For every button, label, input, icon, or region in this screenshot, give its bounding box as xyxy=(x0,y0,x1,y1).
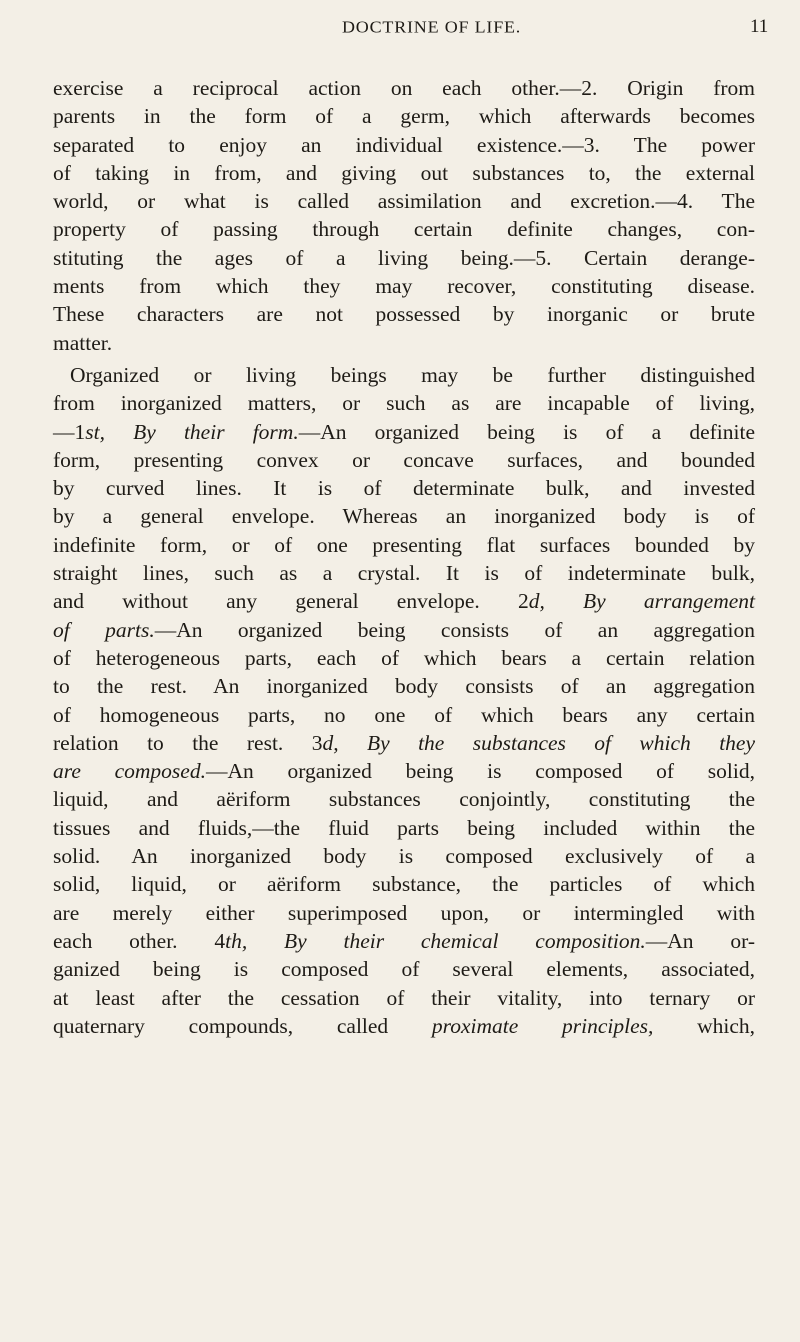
text-line xyxy=(53,927,755,955)
running-head xyxy=(0,12,800,42)
text-line: Organized or living beings may be further distinguished xyxy=(70,362,755,387)
section-heading-composed: are composed. xyxy=(53,759,206,784)
text-line: indefinite form, or of one presenting flat surfaces bounded by xyxy=(53,532,755,557)
text-run: quaternary compounds, called xyxy=(53,1013,432,1038)
text-run: —An organized being is composed of solid, xyxy=(205,759,755,784)
text-run: which, xyxy=(653,1013,756,1038)
paragraph-1 xyxy=(53,74,755,357)
text-line: exercise a reciprocal action on each other.—2. Origin from xyxy=(53,76,755,100)
text-line xyxy=(53,1012,755,1040)
text-line: of taking in from, and giving out substances to, the external xyxy=(53,160,755,185)
text-line: stituting the ages of a living being.—5. Certain derange- xyxy=(53,245,755,270)
text-line: parents in the form of a germ, which afterwards becomes xyxy=(53,104,755,129)
text-line: by a general envelope. Whereas an inorganized body is of xyxy=(53,504,755,529)
text-line xyxy=(53,587,755,615)
text-line: tissues and fluids,—the fluid parts being included within the xyxy=(53,815,755,840)
text-line: solid, liquid, or aëriform substance, the particles of which xyxy=(53,872,755,897)
text-line: matter. xyxy=(53,330,113,355)
text-line: liquid, and aëriform substances conjointly, constituting the xyxy=(53,787,755,812)
text-line: from inorganized matters, or such as are incapable of living, xyxy=(53,391,755,416)
text-line: at least after the cessation of their vitality, into ternary or xyxy=(53,985,755,1010)
term-proximate-principles: proximate principles, xyxy=(431,1013,654,1038)
body-text xyxy=(53,74,755,1040)
text-line: solid. An inorganized body is composed exclusively of a xyxy=(53,844,755,869)
section-heading-parts: of parts. xyxy=(53,617,155,642)
text-run: each other. 4 xyxy=(53,928,226,953)
text-line: straight lines, such as a crystal. It is of indeterminate bulk, xyxy=(53,561,755,586)
section-heading-arrangement: d, By arrangement xyxy=(528,589,755,614)
section-heading-by-form: , By their form. xyxy=(99,419,299,444)
text-line: ments from which they may recover, constituting disease. xyxy=(53,274,755,299)
text-line xyxy=(53,616,755,644)
text-line: ganized being is composed of several elements, associated, xyxy=(53,957,755,982)
text-line: separated to enjoy an individual existence.—3. The power xyxy=(53,132,755,157)
text-run: and without any general envelope. 2 xyxy=(53,589,529,614)
text-run: relation to the rest. 3 xyxy=(53,730,323,755)
text-line: form, presenting convex or concave surfaces, and bounded xyxy=(53,447,755,472)
text-line xyxy=(53,757,755,785)
page-number: 11 xyxy=(750,16,769,37)
text-line xyxy=(53,418,755,446)
text-run: —An organized being consists of an aggregation xyxy=(154,617,755,642)
section-heading-chemical: th, By their chemical composition. xyxy=(225,928,646,953)
text-line: of heterogeneous parts, each of which bears a certain relation xyxy=(53,645,755,670)
text-run: —An or- xyxy=(645,928,755,953)
text-line: property of passing through certain definite changes, con- xyxy=(53,217,755,242)
text-line: of homogeneous parts, no one of which bears any certain xyxy=(53,702,755,727)
text-line: are merely either superimposed upon, or intermingled with xyxy=(53,900,755,925)
text-line xyxy=(53,729,755,757)
text-line: by curved lines. It is of determinate bulk, and invested xyxy=(53,476,755,501)
text-run: —1 xyxy=(53,419,86,444)
running-head-title: DOCTRINE OF LIFE. xyxy=(342,18,522,37)
text-line: to the rest. An inorganized body consists of an aggregation xyxy=(53,674,755,699)
section-heading-substances: d, By the substances of which they xyxy=(322,730,755,755)
ordinal-suffix: st xyxy=(85,419,100,444)
text-line: world, or what is called assimilation and excretion.—4. The xyxy=(53,189,755,214)
paragraph-2 xyxy=(53,361,755,1040)
text-run: —An organized being is of a definite xyxy=(298,419,755,444)
text-line: These characters are not possessed by inorganic or brute xyxy=(53,302,755,327)
